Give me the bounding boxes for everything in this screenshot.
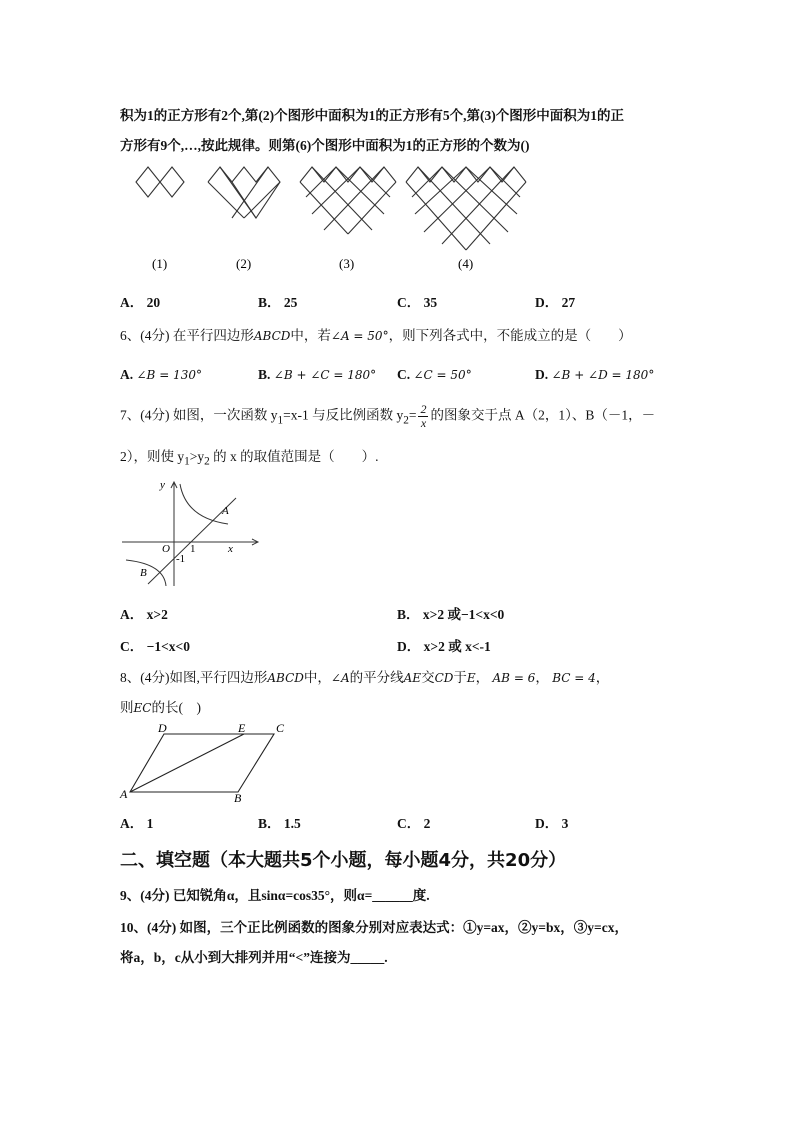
q6-option-a[interactable]: A. ∠B = 130° bbox=[120, 367, 202, 382]
fig-label-1: (1) bbox=[152, 256, 168, 271]
q8-stem-line1: 8、(4分)如图,平行四边形ABCD中，∠A的平分线AE交CD于E， AB = 6， BC = 4， bbox=[120, 670, 610, 685]
q8-stem-line2: 则EC的长( ) bbox=[120, 700, 201, 715]
q8-option-a[interactable]: A． 1 bbox=[120, 816, 154, 831]
q5-option-d[interactable]: D． 27 bbox=[535, 295, 576, 310]
vertex-e: E bbox=[238, 721, 246, 735]
q5-text-line1: 积为1的正方形有2个,第(2)个图形中面积为1的正方形有5个,第(3)个图形中面积为1的正 bbox=[120, 108, 624, 123]
vertex-c: C bbox=[276, 721, 285, 735]
vertex-b: B bbox=[234, 791, 242, 805]
q5-option-a[interactable]: A． 20 bbox=[120, 295, 161, 310]
graph-x-label: x bbox=[228, 543, 233, 555]
q6-option-b[interactable]: B. ∠B + ∠C = 180° bbox=[258, 367, 377, 382]
graph-origin-label: O bbox=[162, 543, 170, 555]
fig-label-3: (3) bbox=[339, 256, 355, 271]
q5-option-c[interactable]: C． 35 bbox=[397, 295, 438, 310]
q8-option-b[interactable]: B． 1.5 bbox=[258, 816, 301, 831]
q7-option-c[interactable]: C． −1<x<0 bbox=[120, 639, 190, 654]
q7-option-b[interactable]: B． x>2 或−1<x<0 bbox=[397, 607, 505, 622]
q8-parallelogram bbox=[118, 718, 298, 805]
q10-text-line1: 10、(4分) 如图，三个正比例函数的图象分别对应表达式：①y=ax，②y=bx，③y=cx， bbox=[120, 920, 628, 935]
q8-option-c[interactable]: C． 2 bbox=[397, 816, 431, 831]
graph-tick-neg1: -1 bbox=[176, 553, 186, 565]
q7-stem-line1: 7、(4分) 如图，一次函数 $y_1=x-1$ 与反比例函数 $y_2=$ $\frac{2}{x}$ 的图象交于点 A（2，1）、B（－1，－ bbox=[120, 402, 656, 430]
graph-y-label: y bbox=[160, 479, 165, 491]
q6-option-d[interactable]: D. ∠B + ∠D = 180° bbox=[535, 367, 655, 382]
fig-label-2: (2) bbox=[236, 256, 252, 271]
q6-option-c[interactable]: C. ∠C = 50° bbox=[397, 367, 472, 382]
q8-option-d[interactable]: D． 3 bbox=[535, 816, 569, 831]
graph-point-b: B bbox=[140, 567, 147, 579]
q10-text-line2: 将a，b，c从小到大排列并用“<”连接为_____. bbox=[120, 950, 388, 965]
q7-option-d[interactable]: D． x>2 或 x<-1 bbox=[397, 639, 491, 654]
q7-graph bbox=[118, 476, 268, 588]
q6-stem: 6、(4分) 在平行四边形ABCD中，若∠A = 50°，则下列各式中，不能成立的是（ ） bbox=[120, 328, 632, 343]
vertex-a: A bbox=[120, 787, 128, 801]
q5-option-b[interactable]: B． 25 bbox=[258, 295, 298, 310]
section-heading: 二、填空题（本大题共5个小题，每小题4分，共20分） bbox=[120, 850, 567, 871]
graph-point-a: A bbox=[222, 505, 229, 517]
q7-option-a[interactable]: A． x>2 bbox=[120, 607, 168, 622]
q5-figure bbox=[134, 162, 554, 274]
fig-label-4: (4) bbox=[458, 256, 474, 271]
q9-text: 9、(4分) 已知锐角α，且sinα=cos35°，则α=______度. bbox=[120, 888, 430, 903]
q5-text-line2: 方形有9个,…,按此规律。则第(6)个图形中面积为1的正方形的个数为() bbox=[120, 138, 530, 153]
vertex-d: D bbox=[158, 721, 167, 735]
fraction-2-over-x: $\frac{2}{x}$ bbox=[420, 402, 427, 430]
q7-stem-line2: 2），则使 $y_1>y_2$ 的 x 的取值范围是（ ）. bbox=[120, 449, 379, 468]
graph-tick-1: 1 bbox=[190, 543, 196, 555]
